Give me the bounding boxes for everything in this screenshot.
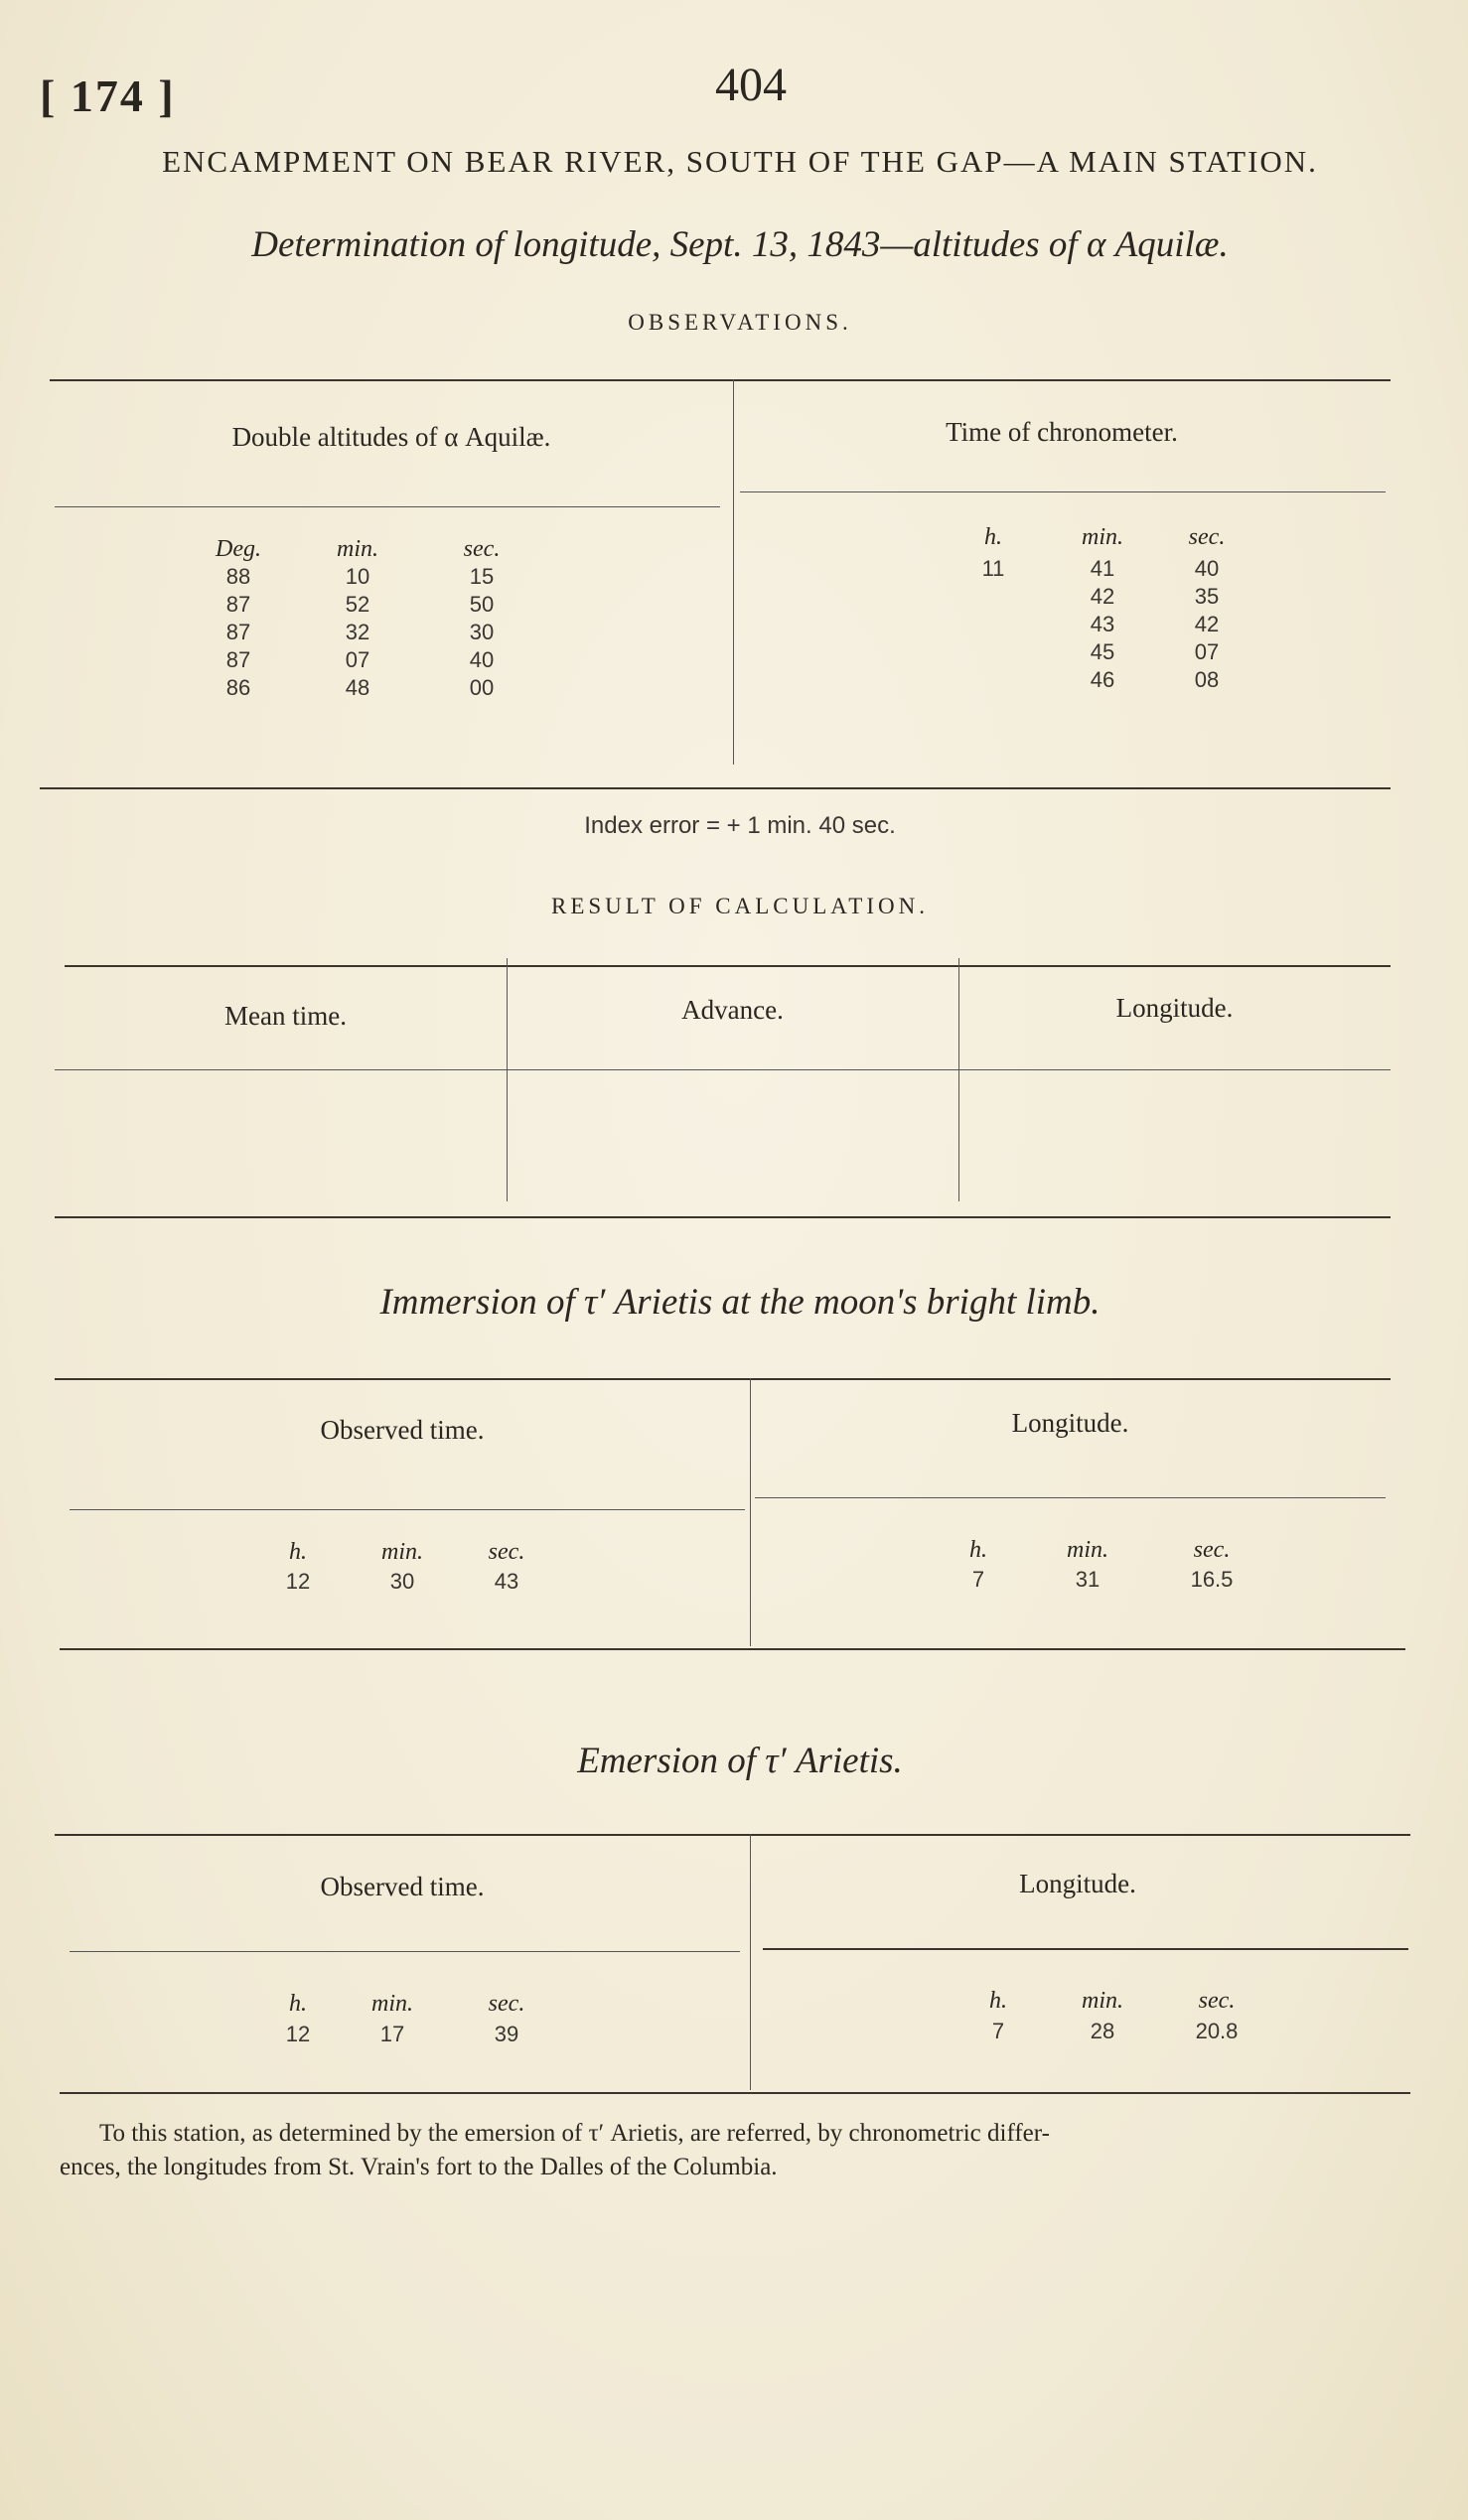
result-header-rule (55, 1069, 1391, 1070)
table-cell: 11 (981, 556, 1005, 581)
emersion-col-sec-right: sec. (1198, 1988, 1236, 2014)
paragraph-line: To this station, as determined by the emersion of τ′ Arietis, are referred, by chronometric differ- (99, 2120, 1050, 2147)
table-cell: 41 (1090, 556, 1115, 581)
result-header-mean-time: Mean time. (224, 1001, 347, 1031)
obs-left-header: Double altitudes of α Aquilæ. (231, 422, 551, 452)
result-top-rule (65, 965, 1391, 967)
table-cell: 30 (469, 620, 495, 644)
obs-left-header-rule (55, 506, 720, 507)
table-cell: 7 (971, 1567, 985, 1592)
emersion-right-header: Longitude. (1019, 1869, 1136, 1898)
table-cell: 39 (494, 2022, 519, 2046)
immersion-bottom-rule (60, 1648, 1405, 1650)
table-top-rule (50, 379, 1391, 381)
emersion-bottom-rule (60, 2092, 1410, 2094)
emersion-col-min: min. (371, 1991, 413, 2017)
table-cell: 48 (345, 675, 370, 700)
emersion-title: Emersion of τ′ Arietis. (577, 1741, 903, 1781)
immersion-right-header: Longitude. (1011, 1408, 1129, 1438)
emersion-col-h: h. (289, 1991, 307, 2017)
emersion-col-h-right: h. (989, 1988, 1007, 2014)
table-cell: 12 (285, 2022, 311, 2046)
table-cell: 08 (1194, 667, 1220, 692)
table-cell (963, 639, 1023, 667)
table-cell: 12 (285, 1569, 311, 1594)
page-title: ENCAMPMENT ON BEAR RIVER, SOUTH OF THE GAP—A MAIN STATION. (162, 144, 1318, 179)
table-cell: 17 (379, 2022, 405, 2046)
immersion-col-sec-right: sec. (1193, 1537, 1231, 1563)
table-cell: 30 (389, 1569, 415, 1594)
table-cell: 43 (494, 1569, 519, 1594)
immersion-col-min-right: min. (1067, 1537, 1108, 1563)
table-cell: 52 (345, 592, 370, 617)
page-number: 404 (715, 59, 787, 111)
obs-right-sec-column (1167, 556, 1247, 695)
obs-col-min: min. (337, 536, 378, 562)
immersion-title: Immersion of τ′ Arietis at the moon's bright limb. (379, 1282, 1101, 1323)
table-cell: 40 (469, 647, 495, 672)
emersion-col-sec: sec. (488, 1991, 525, 2017)
emersion-left-header: Observed time. (320, 1872, 485, 1901)
table-cell (963, 584, 1023, 612)
obs-col-sec-right: sec. (1188, 524, 1226, 550)
closing-paragraph (60, 2117, 1450, 2184)
obs-col-min-right: min. (1082, 524, 1123, 550)
table-cell: 10 (345, 564, 370, 589)
obs-right-header: Time of chronometer. (946, 417, 1178, 447)
obs-left-min-column (318, 564, 397, 703)
table-cell: 07 (345, 647, 370, 672)
immersion-left-header-rule (70, 1509, 745, 1510)
table-cell: 00 (469, 675, 495, 700)
obs-left-deg-column (199, 564, 278, 703)
immersion-col-h-right: h. (969, 1537, 987, 1563)
immersion-col-sec: sec. (488, 1539, 525, 1565)
table-cell: 28 (1090, 2019, 1115, 2043)
page-reference: [ 174 ] (40, 70, 176, 121)
obs-col-deg: Deg. (216, 536, 261, 562)
table-bottom-rule (40, 787, 1391, 789)
result-header-advance: Advance. (681, 995, 784, 1025)
result-bottom-rule (55, 1216, 1391, 1218)
emersion-left-header-rule (70, 1951, 740, 1952)
table-cell: 46 (1090, 667, 1115, 692)
table-cell: 86 (225, 675, 251, 700)
table-cell: 87 (225, 647, 251, 672)
immersion-col-h: h. (289, 1539, 307, 1565)
emersion-top-rule (55, 1834, 1410, 1836)
immersion-top-rule (55, 1378, 1391, 1380)
result-label: RESULT OF CALCULATION. (550, 894, 929, 918)
table-cell: 7 (991, 2019, 1005, 2043)
table-cell: 40 (1194, 556, 1220, 581)
table-cell: 42 (1194, 612, 1220, 636)
table-cell: 88 (225, 564, 251, 589)
table-cell: 45 (1090, 639, 1115, 664)
paragraph-line: ences, the longitudes from St. Vrain's fort to the Dalles of the Columbia. (60, 2154, 778, 2180)
emersion-col-min-right: min. (1082, 1988, 1123, 2014)
table-cell: 42 (1090, 584, 1115, 609)
table-cell (963, 667, 1023, 695)
obs-right-h-column (963, 556, 1023, 695)
table-cell: 31 (1075, 1567, 1101, 1592)
table-cell: 32 (345, 620, 370, 644)
index-error: Index error = + 1 min. 40 sec. (584, 812, 896, 839)
immersion-col-min: min. (381, 1539, 423, 1565)
table-cell: 07 (1194, 639, 1220, 664)
obs-col-sec: sec. (463, 536, 501, 562)
immersion-right-header-rule (755, 1497, 1386, 1498)
page-subtitle: Determination of longitude, Sept. 13, 1843—altitudes of α Aquilæ. (251, 224, 1229, 265)
immersion-left-header: Observed time. (320, 1415, 485, 1445)
observations-label: OBSERVATIONS. (628, 310, 852, 335)
table-cell: 87 (225, 620, 251, 644)
table-cell: 35 (1194, 584, 1220, 609)
result-header-longitude: Longitude. (1115, 993, 1234, 1023)
obs-left-sec-column (442, 564, 521, 703)
obs-right-header-rule (740, 491, 1386, 492)
obs-right-min-column (1053, 556, 1152, 695)
table-cell: 20.8 (1195, 2019, 1239, 2043)
obs-col-h: h. (984, 524, 1002, 550)
table-cell: 87 (225, 592, 251, 617)
table-cell: 43 (1090, 612, 1115, 636)
table-cell: 16.5 (1190, 1567, 1234, 1592)
table-cell: 15 (469, 564, 495, 589)
emersion-right-header-rule (763, 1948, 1408, 1950)
table-cell: 50 (469, 592, 495, 617)
table-cell (963, 612, 1023, 639)
